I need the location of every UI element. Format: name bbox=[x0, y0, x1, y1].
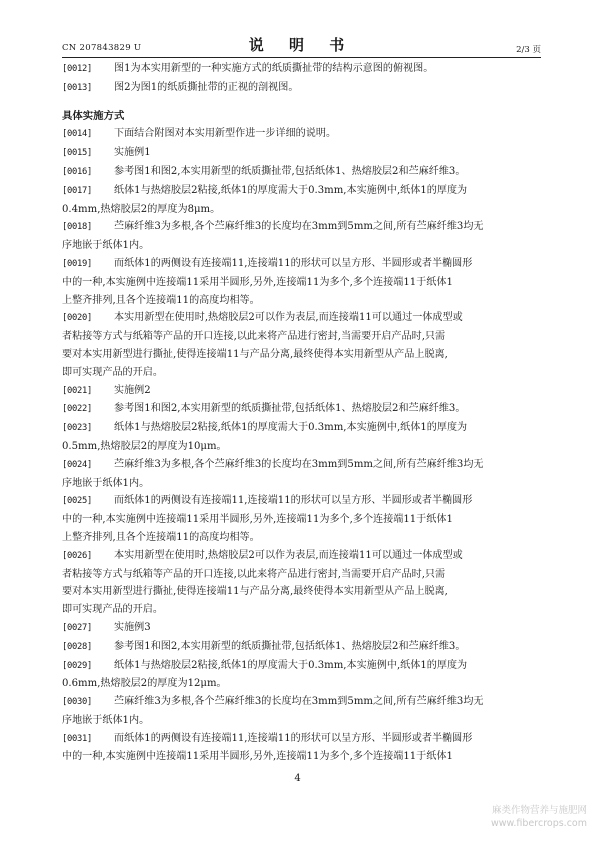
paragraph-text: 者粘接等方式与纸箱等产品的开口连接,以此来将产品进行密封,当需要开启产品时,只需 bbox=[62, 568, 446, 580]
paragraph-text: 参考图1和图2,本实用新型的纸质撕扯带,包括纸体1、热熔胶层2和苎麻纤维3。 bbox=[114, 640, 466, 652]
paragraph-number: [0015] bbox=[62, 148, 92, 159]
paragraph-first-line bbox=[62, 382, 542, 401]
paragraph-first-line bbox=[62, 309, 542, 328]
watermark-site-name: 麻类作物营养与施肥网 bbox=[491, 805, 587, 816]
paragraph-text: 0.6mm,热熔胶层2的厚度为12μm。 bbox=[62, 678, 227, 690]
page-number: 4 bbox=[294, 773, 301, 784]
paragraph bbox=[62, 163, 542, 182]
paragraph-continuation-line bbox=[62, 529, 542, 547]
paragraph-text: 实施例3 bbox=[114, 621, 151, 633]
paragraph-continuation-line bbox=[62, 328, 542, 346]
paragraph-text: 实施例1 bbox=[114, 147, 151, 159]
paragraph bbox=[62, 456, 542, 493]
paragraph bbox=[62, 547, 542, 619]
paragraph-first-line bbox=[62, 619, 542, 638]
paragraph-first-line bbox=[62, 60, 542, 79]
paragraph bbox=[62, 144, 542, 163]
paragraph-continuation-line bbox=[62, 712, 542, 730]
page-header bbox=[62, 34, 541, 56]
paragraph-continuation-line bbox=[62, 675, 542, 693]
paragraph-first-line bbox=[62, 144, 542, 163]
paragraph-text: 纸体1与热熔胶层2粘接,纸体1的厚度需大于0.3mm,本实施例中,纸体1的厚度为 bbox=[114, 184, 468, 196]
paragraph-first-line bbox=[62, 456, 542, 475]
paragraph-continuation-line bbox=[62, 438, 542, 456]
document-body bbox=[62, 60, 542, 766]
paragraph bbox=[62, 400, 542, 419]
paragraph bbox=[62, 60, 542, 79]
paragraph-text: 者粘接等方式与纸箱等产品的开口连接,以此来将产品进行密封,当需要开启产品时,只需 bbox=[62, 331, 446, 343]
paragraph-number: [0029] bbox=[62, 660, 92, 671]
paragraph-first-line bbox=[62, 125, 542, 144]
patent-number: CN 207843829 U bbox=[62, 43, 142, 53]
paragraph-text: 要对本实用新型进行撕扯,使得连接端11与产品分离,最终使得本实用新型从产品上脱离, bbox=[62, 586, 448, 598]
paragraph-text: 而纸体1的两侧设有连接端11,连接端11的形状可以呈方形、半圆形或者半椭圆形 bbox=[114, 732, 473, 744]
paragraph-first-line bbox=[62, 79, 542, 98]
paragraph-text: 序地嵌于纸体1内。 bbox=[62, 714, 150, 726]
paragraph-first-line bbox=[62, 255, 542, 274]
paragraph-first-line bbox=[62, 400, 542, 419]
paragraph bbox=[62, 125, 542, 144]
paragraph-text: 上整齐排列,且各个连接端11的高度均相等。 bbox=[62, 294, 260, 306]
paragraph-text: 上整齐排列,且各个连接端11的高度均相等。 bbox=[62, 531, 260, 543]
paragraph-text: 即可实现产品的开启。 bbox=[62, 604, 163, 616]
paragraph bbox=[62, 382, 542, 401]
paragraph bbox=[62, 693, 542, 730]
paragraph bbox=[62, 309, 542, 381]
paragraph-number: [0020] bbox=[62, 313, 92, 324]
paragraph-text: 即可实现产品的开启。 bbox=[62, 366, 163, 378]
paragraph-continuation-line bbox=[62, 566, 542, 584]
paragraph-number: [0024] bbox=[62, 459, 92, 470]
paragraph-text: 下面结合附图对本实用新型作进一步详细的说明。 bbox=[114, 128, 337, 140]
paragraph bbox=[62, 255, 542, 309]
paragraph-text: 纸体1与热熔胶层2粘接,纸体1的厚度需大于0.3mm,本实施例中,纸体1的厚度为 bbox=[114, 659, 468, 671]
paragraph-text: 苎麻纤维3为多根,各个苎麻纤维3的长度均在3mm到5mm之间,所有苎麻纤维3均无 bbox=[114, 221, 484, 233]
paragraph-text: 参考图1和图2,本实用新型的纸质撕扯带,包括纸体1、热熔胶层2和苎麻纤维3。 bbox=[114, 403, 466, 415]
paragraph-text: 序地嵌于纸体1内。 bbox=[62, 477, 150, 489]
paragraph-number: [0012] bbox=[62, 64, 92, 74]
embodiment-paragraphs bbox=[62, 125, 542, 766]
paragraph bbox=[62, 492, 542, 546]
paragraph-first-line bbox=[62, 638, 542, 657]
paragraph-text: 0.4mm,热熔胶层2的厚度为8μm。 bbox=[62, 203, 221, 215]
paragraph-text: 实施例2 bbox=[114, 384, 151, 396]
paragraph-first-line bbox=[62, 492, 542, 511]
paragraph-text: 而纸体1的两侧设有连接端11,连接端11的形状可以呈方形、半圆形或者半椭圆形 bbox=[114, 257, 473, 269]
paragraph-continuation-line bbox=[62, 583, 542, 601]
paragraph-first-line bbox=[62, 218, 542, 237]
paragraph-continuation-line bbox=[62, 475, 542, 493]
header-divider bbox=[62, 57, 541, 58]
paragraph bbox=[62, 619, 542, 638]
paragraph bbox=[62, 218, 542, 255]
paragraph-continuation-line bbox=[62, 201, 542, 219]
paragraph-text: 0.5mm,热熔胶层2的厚度为10μm。 bbox=[62, 440, 227, 452]
watermark-url: www.fibercrops.com bbox=[490, 818, 587, 829]
paragraph-text: 参考图1和图2,本实用新型的纸质撕扯带,包括纸体1、热熔胶层2和苎麻纤维3。 bbox=[114, 165, 466, 177]
paragraph-text: 本实用新型在使用时,热熔胶层2可以作为表层,而连接端11可以通过一体成型或 bbox=[114, 549, 463, 561]
paragraph-number: [0019] bbox=[62, 258, 92, 269]
paragraph-continuation-line bbox=[62, 748, 542, 766]
paragraph-continuation-line bbox=[62, 364, 542, 382]
paragraph-number: [0030] bbox=[62, 697, 92, 708]
paragraph-number: [0028] bbox=[62, 641, 92, 652]
paragraph-first-line bbox=[62, 730, 542, 749]
paragraph-number: [0027] bbox=[62, 622, 92, 633]
paragraph-first-line bbox=[62, 547, 542, 566]
paragraph bbox=[62, 657, 542, 694]
paragraph-number: [0031] bbox=[62, 733, 92, 744]
paragraph-number: [0017] bbox=[62, 185, 92, 196]
intro-paragraphs bbox=[62, 60, 542, 98]
paragraph-text: 中的一种,本实施例中连接端11采用半圆形,另外,连接端11为多个,多个连接端11于纸体1 bbox=[62, 276, 453, 288]
paragraph-continuation-line bbox=[62, 237, 542, 255]
paragraph-text: 苎麻纤维3为多根,各个苎麻纤维3的长度均在3mm到5mm之间,所有苎麻纤维3均无 bbox=[114, 696, 484, 708]
paragraph-number: [0021] bbox=[62, 385, 92, 396]
paragraph-number: [0013] bbox=[62, 82, 92, 93]
paragraph-text: 纸体1与热熔胶层2粘接,纸体1的厚度需大于0.3mm,本实施例中,纸体1的厚度为 bbox=[114, 422, 468, 434]
section-heading: 具体实施方式 bbox=[62, 109, 125, 122]
paragraph-number: [0014] bbox=[62, 129, 92, 140]
paragraph bbox=[62, 182, 542, 219]
paragraph-text: 中的一种,本实施例中连接端11采用半圆形,另外,连接端11为多个,多个连接端11于纸体1 bbox=[62, 751, 453, 763]
paragraph-text: 要对本实用新型进行撕扯,使得连接端11与产品分离,最终使得本实用新型从产品上脱离, bbox=[62, 348, 448, 360]
paragraph bbox=[62, 730, 542, 767]
paragraph-first-line bbox=[62, 419, 542, 438]
paragraph-first-line bbox=[62, 693, 542, 712]
paragraph-number: [0022] bbox=[62, 404, 92, 415]
paragraph-continuation-line bbox=[62, 292, 542, 310]
watermark bbox=[491, 804, 587, 830]
paragraph-continuation-line bbox=[62, 601, 542, 619]
page-indicator: 2/3 页 bbox=[516, 45, 541, 55]
paragraph-first-line bbox=[62, 163, 542, 182]
paragraph-continuation-line bbox=[62, 274, 542, 292]
paragraph-text: 序地嵌于纸体1内。 bbox=[62, 240, 150, 252]
paragraph-text: 图2为图1的纸质撕扯带的正视的剖视图。 bbox=[114, 81, 299, 93]
paragraph-first-line bbox=[62, 657, 542, 676]
paragraph-continuation-line bbox=[62, 346, 542, 364]
paragraph-text: 图1为本实用新型的一种实施方式的纸质撕扯带的结构示意图的俯视图。 bbox=[114, 63, 434, 74]
paragraph bbox=[62, 638, 542, 657]
paragraph-continuation-line bbox=[62, 511, 542, 529]
paragraph-first-line bbox=[62, 182, 542, 201]
paragraph-number: [0025] bbox=[62, 496, 92, 507]
document-title: 说 明 书 bbox=[248, 36, 355, 54]
paragraph-text: 本实用新型在使用时,热熔胶层2可以作为表层,而连接端11可以通过一体成型或 bbox=[114, 312, 463, 324]
paragraph-text: 而纸体1的两侧设有连接端11,连接端11的形状可以呈方形、半圆形或者半椭圆形 bbox=[114, 495, 473, 507]
paragraph-number: [0026] bbox=[62, 550, 92, 561]
paragraph bbox=[62, 79, 542, 98]
paragraph bbox=[62, 419, 542, 456]
paragraph-text: 苎麻纤维3为多根,各个苎麻纤维3的长度均在3mm到5mm之间,所有苎麻纤维3均无 bbox=[114, 458, 484, 470]
paragraph-number: [0023] bbox=[62, 423, 92, 434]
paragraph-text: 中的一种,本实施例中连接端11采用半圆形,另外,连接端11为多个,多个连接端11于纸体1 bbox=[62, 514, 453, 526]
paragraph-number: [0018] bbox=[62, 222, 92, 233]
paragraph-number: [0016] bbox=[62, 166, 92, 177]
